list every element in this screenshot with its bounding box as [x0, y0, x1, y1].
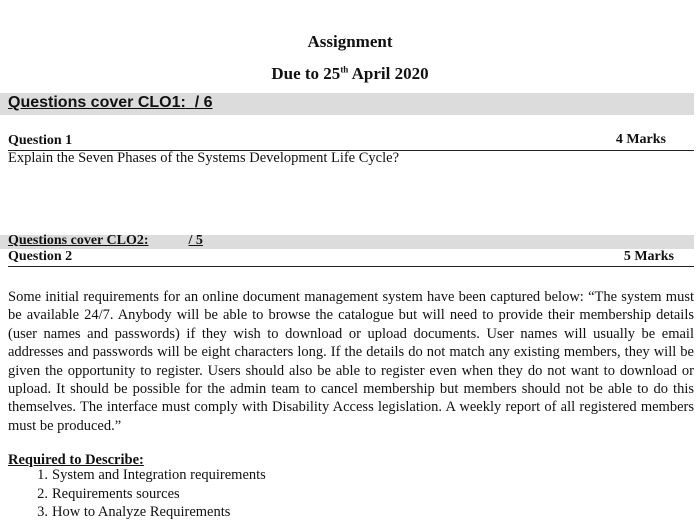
required-list: [24, 466, 266, 522]
question-2-marks: 5 Marks: [623, 249, 674, 264]
list-item-text: How to Analyze Requirements: [52, 504, 231, 520]
due-date-month-year: April 2020: [348, 64, 429, 83]
list-item-number: 3.: [37, 504, 48, 520]
list-item: [24, 485, 266, 504]
list-item-text: Requirements sources: [52, 485, 180, 502]
question-1-label: Question 1: [8, 133, 73, 148]
due-date-prefix: Due to 25: [271, 64, 341, 83]
question-2-label: Question 2: [8, 249, 73, 264]
list-item-number: 2.: [37, 485, 48, 502]
clo2-score: / 5: [188, 233, 203, 248]
clo1-section-band: [0, 93, 694, 115]
list-item-number: 1.: [37, 467, 48, 483]
clo2-heading: [8, 233, 203, 249]
requirements-paragraph: Some initial requirements for an online document management system have been captured below: “The system must be available 24/7. Anybody will be able to browse the catalogue but will need to provide their membership details (user names and passwords) if they wish to download or upload documents. User names will usually be email addresses and passwords will be eight characters long. If the details do not match any existing members, they will be given the opportunity to register. Users should also be able to register even when they do not want to download or upload. It should be possible for the admin team to cancel membership but members should not be able to do this themselves. The interface must comply with Disability Access legislation. A weekly report of all registered members must be produced.”: [8, 289, 694, 434]
due-date: [0, 64, 700, 84]
question-1-row: [8, 132, 694, 151]
required-to-describe-heading: Required to Describe:: [8, 452, 144, 468]
clo2-heading-label: Questions cover CLO2:: [8, 233, 149, 248]
clo1-score: / 6: [194, 94, 213, 111]
list-item: [24, 466, 266, 485]
list-item-text: System and Integration requirements: [52, 467, 266, 483]
question-1-text: Explain the Seven Phases of the Systems Development Life Cycle?: [8, 150, 400, 166]
list-item: [24, 503, 266, 522]
clo1-heading: [8, 94, 213, 112]
question-2-row: [8, 251, 694, 267]
question-1-marks: 4 Marks: [615, 132, 666, 147]
due-date-suffix-ordinal: th: [340, 64, 349, 75]
assignment-title: Assignment: [307, 32, 393, 51]
clo1-heading-label: Questions cover CLO1:: [8, 94, 186, 111]
